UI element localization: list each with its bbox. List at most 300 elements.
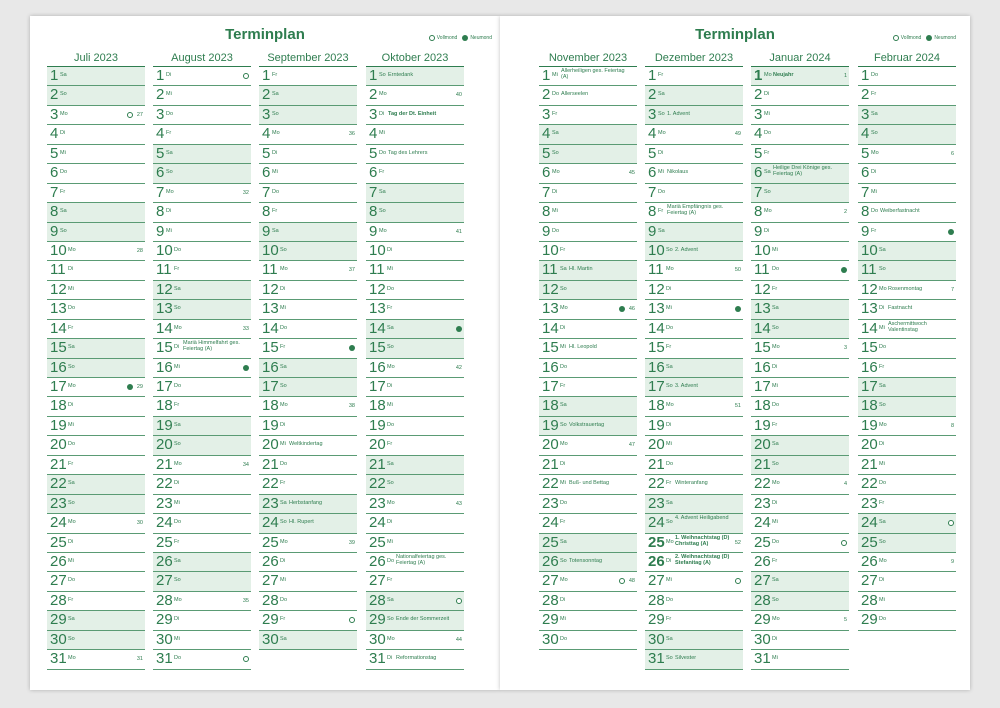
day-cell[interactable] bbox=[153, 417, 251, 436]
day-cell[interactable] bbox=[751, 611, 849, 630]
day-number: 13 bbox=[156, 300, 173, 318]
day-cell[interactable] bbox=[858, 145, 956, 164]
day-cell[interactable] bbox=[645, 145, 743, 164]
weekday-label: Fr bbox=[871, 91, 877, 98]
day-cell[interactable] bbox=[645, 300, 743, 319]
day-cell[interactable] bbox=[539, 534, 637, 553]
day-cell[interactable] bbox=[645, 67, 743, 86]
weekday-label: Mi bbox=[166, 227, 172, 234]
day-cell[interactable] bbox=[645, 534, 743, 553]
day-cell[interactable] bbox=[751, 86, 849, 105]
day-cell[interactable] bbox=[47, 436, 145, 455]
day-number: 23 bbox=[861, 494, 878, 512]
weekday-label: Fr bbox=[60, 188, 66, 195]
day-cell[interactable] bbox=[858, 300, 956, 319]
day-number: 28 bbox=[369, 591, 386, 609]
day-cell[interactable] bbox=[259, 417, 357, 436]
day-cell[interactable] bbox=[858, 223, 956, 242]
day-cell[interactable] bbox=[366, 611, 464, 630]
day-cell[interactable] bbox=[366, 339, 464, 358]
day-cell[interactable] bbox=[153, 456, 251, 475]
weekday-label: Di bbox=[68, 266, 74, 273]
day-cell[interactable] bbox=[153, 184, 251, 203]
day-cell[interactable] bbox=[153, 534, 251, 553]
day-cell[interactable] bbox=[47, 261, 145, 280]
day-cell[interactable] bbox=[47, 320, 145, 339]
day-cell[interactable] bbox=[539, 300, 637, 319]
day-cell[interactable] bbox=[751, 242, 849, 261]
week-number: 42 bbox=[455, 364, 462, 371]
day-cell[interactable] bbox=[858, 378, 956, 397]
day-cell[interactable] bbox=[366, 456, 464, 475]
day-cell[interactable] bbox=[539, 125, 637, 144]
day-number: 3 bbox=[648, 105, 657, 123]
day-cell[interactable] bbox=[751, 650, 849, 669]
day-cell[interactable] bbox=[259, 184, 357, 203]
day-number: 5 bbox=[648, 144, 657, 162]
day-cell[interactable] bbox=[47, 417, 145, 436]
day-cell[interactable] bbox=[47, 631, 145, 650]
weekday-label: Do bbox=[166, 110, 174, 117]
day-cell[interactable] bbox=[47, 475, 145, 494]
day-cell[interactable] bbox=[259, 86, 357, 105]
day-cell[interactable] bbox=[645, 86, 743, 105]
day-cell[interactable] bbox=[539, 261, 637, 280]
day-cell[interactable] bbox=[539, 320, 637, 339]
day-cell[interactable] bbox=[47, 203, 145, 222]
day-cell[interactable] bbox=[366, 300, 464, 319]
day-cell[interactable] bbox=[645, 125, 743, 144]
legend-new-label: Neumond bbox=[934, 35, 956, 41]
day-cell[interactable] bbox=[153, 164, 251, 183]
day-cell[interactable] bbox=[645, 514, 743, 533]
day-cell[interactable] bbox=[153, 572, 251, 591]
day-cell[interactable] bbox=[153, 553, 251, 572]
day-cell[interactable] bbox=[539, 397, 637, 416]
day-cell[interactable] bbox=[858, 86, 956, 105]
day-cell[interactable] bbox=[153, 300, 251, 319]
day-cell[interactable] bbox=[858, 320, 956, 339]
day-cell[interactable] bbox=[153, 242, 251, 261]
day-cell[interactable] bbox=[259, 106, 357, 125]
weekday-label: Mo bbox=[772, 344, 780, 351]
day-cell[interactable] bbox=[539, 378, 637, 397]
day-cell[interactable] bbox=[645, 631, 743, 650]
day-cell[interactable] bbox=[539, 184, 637, 203]
day-cell[interactable] bbox=[645, 223, 743, 242]
day-cell[interactable] bbox=[539, 242, 637, 261]
day-cell[interactable] bbox=[366, 184, 464, 203]
moon-legend bbox=[893, 35, 956, 41]
day-cell[interactable] bbox=[366, 514, 464, 533]
day-number: 7 bbox=[754, 183, 763, 201]
day-number: 11 bbox=[754, 261, 770, 279]
weekday-label: Mi bbox=[552, 72, 558, 78]
day-cell[interactable] bbox=[259, 534, 357, 553]
day-cell[interactable] bbox=[47, 592, 145, 611]
day-cell[interactable] bbox=[366, 164, 464, 183]
day-cell[interactable] bbox=[259, 164, 357, 183]
day-cell[interactable] bbox=[47, 164, 145, 183]
day-cell[interactable] bbox=[858, 611, 956, 630]
day-cell[interactable] bbox=[259, 281, 357, 300]
day-cell[interactable] bbox=[47, 553, 145, 572]
day-cell[interactable] bbox=[858, 592, 956, 611]
day-cell[interactable] bbox=[47, 339, 145, 358]
day-cell[interactable] bbox=[366, 125, 464, 144]
day-cell[interactable] bbox=[539, 164, 637, 183]
weekday-label: Di bbox=[387, 246, 393, 253]
day-cell[interactable] bbox=[366, 378, 464, 397]
day-cell[interactable] bbox=[645, 417, 743, 436]
weekday-label: Do bbox=[879, 616, 887, 623]
day-cell[interactable] bbox=[858, 184, 956, 203]
day-cell[interactable] bbox=[645, 184, 743, 203]
day-cell[interactable] bbox=[366, 436, 464, 455]
week-number: 43 bbox=[455, 500, 462, 507]
day-cell[interactable] bbox=[539, 359, 637, 378]
day-cell[interactable] bbox=[259, 572, 357, 591]
day-cell[interactable] bbox=[858, 106, 956, 125]
day-cell[interactable] bbox=[751, 359, 849, 378]
day-cell[interactable] bbox=[858, 359, 956, 378]
day-cell[interactable] bbox=[858, 534, 956, 553]
weekday-label: Sa bbox=[387, 324, 394, 331]
day-cell[interactable] bbox=[751, 339, 849, 358]
day-cell[interactable] bbox=[259, 397, 357, 416]
day-cell[interactable] bbox=[47, 456, 145, 475]
day-cell[interactable] bbox=[858, 164, 956, 183]
day-cell[interactable] bbox=[858, 281, 956, 300]
day-cell[interactable] bbox=[153, 475, 251, 494]
weekday-label: Fr bbox=[68, 324, 74, 331]
day-cell[interactable] bbox=[751, 514, 849, 533]
day-cell[interactable] bbox=[259, 495, 357, 514]
day-number: 23 bbox=[50, 494, 67, 512]
weekday-label: Fr bbox=[379, 169, 385, 176]
day-cell[interactable] bbox=[751, 223, 849, 242]
day-cell[interactable] bbox=[858, 339, 956, 358]
day-cell[interactable] bbox=[645, 495, 743, 514]
weekday-label: Do bbox=[666, 460, 674, 467]
day-cell[interactable] bbox=[153, 650, 251, 669]
day-cell[interactable] bbox=[153, 339, 251, 358]
day-cell[interactable] bbox=[259, 553, 357, 572]
day-cell[interactable] bbox=[645, 611, 743, 630]
day-cell[interactable] bbox=[153, 106, 251, 125]
day-cell[interactable] bbox=[153, 320, 251, 339]
day-cell[interactable] bbox=[539, 339, 637, 358]
day-cell[interactable] bbox=[259, 223, 357, 242]
day-cell[interactable] bbox=[539, 281, 637, 300]
day-cell[interactable] bbox=[366, 242, 464, 261]
day-cell[interactable] bbox=[259, 631, 357, 650]
day-cell[interactable] bbox=[645, 475, 743, 494]
day-cell[interactable] bbox=[751, 184, 849, 203]
day-cell[interactable] bbox=[751, 534, 849, 553]
day-cell[interactable] bbox=[47, 495, 145, 514]
day-cell[interactable] bbox=[645, 592, 743, 611]
day-cell[interactable] bbox=[751, 67, 849, 86]
weekday-label: Mi bbox=[772, 246, 778, 253]
day-cell[interactable] bbox=[259, 261, 357, 280]
day-cell[interactable] bbox=[751, 475, 849, 494]
day-cell[interactable] bbox=[259, 203, 357, 222]
day-cell[interactable] bbox=[858, 203, 956, 222]
day-cell[interactable] bbox=[539, 495, 637, 514]
day-cell[interactable] bbox=[259, 456, 357, 475]
day-cell[interactable] bbox=[259, 378, 357, 397]
day-cell[interactable] bbox=[751, 203, 849, 222]
day-cell[interactable] bbox=[645, 106, 743, 125]
day-cell[interactable] bbox=[47, 223, 145, 242]
weekday-label: Mo bbox=[387, 363, 395, 370]
weekday-label: Sa bbox=[871, 110, 878, 117]
day-cell[interactable] bbox=[858, 242, 956, 261]
day-number: 21 bbox=[156, 455, 173, 473]
day-cell[interactable] bbox=[259, 339, 357, 358]
day-cell[interactable] bbox=[47, 378, 145, 397]
day-cell[interactable] bbox=[645, 203, 743, 222]
day-cell[interactable] bbox=[645, 397, 743, 416]
day-cell[interactable] bbox=[751, 261, 849, 280]
day-cell[interactable] bbox=[153, 397, 251, 416]
day-cell[interactable] bbox=[259, 145, 357, 164]
day-cell[interactable] bbox=[858, 417, 956, 436]
day-cell[interactable] bbox=[366, 359, 464, 378]
day-cell[interactable] bbox=[366, 397, 464, 416]
day-cell[interactable] bbox=[47, 67, 145, 86]
weekday-label: Di bbox=[272, 149, 278, 156]
day-cell[interactable] bbox=[366, 106, 464, 125]
day-cell[interactable] bbox=[259, 514, 357, 533]
day-cell[interactable] bbox=[47, 572, 145, 591]
day-cell[interactable] bbox=[539, 86, 637, 105]
day-cell[interactable] bbox=[47, 300, 145, 319]
day-cell[interactable] bbox=[153, 592, 251, 611]
day-cell[interactable] bbox=[259, 125, 357, 144]
day-cell[interactable] bbox=[645, 242, 743, 261]
day-cell[interactable] bbox=[751, 495, 849, 514]
day-cell[interactable] bbox=[751, 397, 849, 416]
day-number: 15 bbox=[369, 339, 386, 357]
day-cell[interactable] bbox=[153, 223, 251, 242]
day-cell[interactable] bbox=[751, 456, 849, 475]
day-cell[interactable] bbox=[539, 145, 637, 164]
day-cell[interactable] bbox=[645, 456, 743, 475]
day-number: 7 bbox=[861, 183, 870, 201]
day-number: 10 bbox=[50, 241, 67, 259]
day-cell[interactable] bbox=[751, 592, 849, 611]
day-number: 8 bbox=[369, 203, 378, 221]
day-cell[interactable] bbox=[153, 378, 251, 397]
day-cell[interactable] bbox=[153, 514, 251, 533]
day-cell[interactable] bbox=[751, 553, 849, 572]
weekday-label: Fr bbox=[280, 616, 286, 623]
day-cell[interactable] bbox=[366, 475, 464, 494]
day-cell[interactable] bbox=[153, 611, 251, 630]
day-cell[interactable] bbox=[858, 495, 956, 514]
day-cell[interactable] bbox=[751, 436, 849, 455]
day-cell[interactable] bbox=[645, 164, 743, 183]
day-number: 23 bbox=[754, 494, 771, 512]
day-cell[interactable] bbox=[366, 145, 464, 164]
day-cell[interactable] bbox=[539, 203, 637, 222]
weekday-label: Mo bbox=[764, 208, 772, 215]
day-cell[interactable] bbox=[751, 106, 849, 125]
day-number: 21 bbox=[50, 455, 67, 473]
day-cell[interactable] bbox=[645, 261, 743, 280]
day-cell[interactable] bbox=[259, 592, 357, 611]
day-number: 11 bbox=[648, 261, 664, 279]
day-cell[interactable] bbox=[47, 650, 145, 669]
day-cell[interactable] bbox=[751, 281, 849, 300]
day-cell[interactable] bbox=[751, 320, 849, 339]
day-number: 25 bbox=[156, 533, 173, 551]
day-cell[interactable] bbox=[153, 359, 251, 378]
day-cell[interactable] bbox=[645, 281, 743, 300]
day-cell[interactable] bbox=[366, 281, 464, 300]
weekday-label: Do bbox=[871, 208, 879, 215]
day-cell[interactable] bbox=[259, 242, 357, 261]
day-cell[interactable] bbox=[366, 417, 464, 436]
day-cell[interactable] bbox=[858, 67, 956, 86]
day-cell[interactable] bbox=[539, 514, 637, 533]
day-cell[interactable] bbox=[645, 572, 743, 591]
day-cell[interactable] bbox=[259, 300, 357, 319]
day-cell[interactable] bbox=[645, 339, 743, 358]
day-cell[interactable] bbox=[366, 67, 464, 86]
day-cell[interactable] bbox=[858, 261, 956, 280]
day-cell[interactable] bbox=[858, 553, 956, 572]
day-cell[interactable] bbox=[153, 203, 251, 222]
day-cell[interactable] bbox=[366, 534, 464, 553]
day-cell[interactable] bbox=[47, 125, 145, 144]
day-cell[interactable] bbox=[751, 145, 849, 164]
day-cell[interactable] bbox=[539, 456, 637, 475]
week-number: 52 bbox=[734, 539, 741, 546]
weekday-label: Di bbox=[174, 344, 180, 351]
day-cell[interactable] bbox=[858, 436, 956, 455]
day-cell[interactable] bbox=[751, 631, 849, 650]
day-cell[interactable] bbox=[259, 359, 357, 378]
day-cell[interactable] bbox=[47, 281, 145, 300]
day-cell[interactable] bbox=[539, 553, 637, 572]
weekday-label: Sa bbox=[280, 635, 287, 642]
day-cell[interactable] bbox=[153, 261, 251, 280]
day-cell[interactable] bbox=[645, 553, 743, 572]
day-cell[interactable] bbox=[153, 67, 251, 86]
day-cell[interactable] bbox=[751, 125, 849, 144]
day-cell[interactable] bbox=[153, 436, 251, 455]
day-cell[interactable] bbox=[47, 184, 145, 203]
day-cell[interactable] bbox=[539, 436, 637, 455]
day-cell[interactable] bbox=[259, 67, 357, 86]
weekday-label: Di bbox=[764, 227, 770, 234]
day-cell[interactable] bbox=[858, 475, 956, 494]
day-cell[interactable] bbox=[539, 611, 637, 630]
day-cell[interactable] bbox=[858, 397, 956, 416]
day-cell[interactable] bbox=[366, 223, 464, 242]
day-cell[interactable] bbox=[539, 417, 637, 436]
day-cell[interactable] bbox=[259, 320, 357, 339]
day-cell[interactable] bbox=[47, 611, 145, 630]
day-cell[interactable] bbox=[259, 611, 357, 630]
day-number: 9 bbox=[156, 222, 165, 240]
day-cell[interactable] bbox=[539, 67, 637, 86]
new-moon-icon bbox=[462, 35, 468, 41]
day-cell[interactable] bbox=[645, 378, 743, 397]
day-cell[interactable] bbox=[47, 397, 145, 416]
day-cell[interactable] bbox=[153, 495, 251, 514]
day-cell[interactable] bbox=[751, 417, 849, 436]
day-cell[interactable] bbox=[366, 650, 464, 669]
day-cell[interactable] bbox=[645, 320, 743, 339]
day-cell[interactable] bbox=[366, 203, 464, 222]
weekday-label: Sa bbox=[272, 91, 279, 98]
weekday-label: Mo bbox=[68, 519, 76, 526]
day-cell[interactable] bbox=[153, 281, 251, 300]
month-column bbox=[47, 50, 145, 670]
day-cell[interactable] bbox=[47, 534, 145, 553]
day-cell[interactable] bbox=[751, 164, 849, 183]
day-event: 3. Advent bbox=[675, 383, 698, 389]
day-cell[interactable] bbox=[858, 125, 956, 144]
day-cell[interactable] bbox=[539, 223, 637, 242]
day-cell[interactable] bbox=[539, 592, 637, 611]
day-cell[interactable] bbox=[645, 359, 743, 378]
day-cell[interactable] bbox=[858, 514, 956, 533]
day-number: 12 bbox=[369, 280, 386, 298]
day-number: 7 bbox=[262, 183, 271, 201]
day-cell[interactable] bbox=[47, 514, 145, 533]
day-cell[interactable] bbox=[858, 572, 956, 591]
day-cell[interactable] bbox=[645, 436, 743, 455]
day-cell[interactable] bbox=[153, 125, 251, 144]
day-cell[interactable] bbox=[751, 378, 849, 397]
day-cell[interactable] bbox=[539, 106, 637, 125]
day-cell[interactable] bbox=[259, 475, 357, 494]
day-cell[interactable] bbox=[153, 86, 251, 105]
day-cell[interactable] bbox=[47, 145, 145, 164]
day-cell[interactable] bbox=[366, 495, 464, 514]
day-cell[interactable] bbox=[366, 631, 464, 650]
day-cell[interactable] bbox=[366, 320, 464, 339]
day-cell[interactable] bbox=[47, 106, 145, 125]
day-cell[interactable] bbox=[153, 631, 251, 650]
day-cell[interactable] bbox=[539, 631, 637, 650]
day-cell[interactable] bbox=[153, 145, 251, 164]
day-cell[interactable] bbox=[366, 553, 464, 572]
day-cell[interactable] bbox=[858, 456, 956, 475]
day-cell[interactable] bbox=[259, 436, 357, 455]
day-cell[interactable] bbox=[47, 242, 145, 261]
day-cell[interactable] bbox=[366, 572, 464, 591]
day-event: Nationalfeiertag ges. Feiertag (A) bbox=[396, 553, 447, 566]
day-cell[interactable] bbox=[366, 261, 464, 280]
day-cell[interactable] bbox=[751, 300, 849, 319]
day-cell[interactable] bbox=[366, 592, 464, 611]
day-cell[interactable] bbox=[47, 86, 145, 105]
day-cell[interactable] bbox=[539, 475, 637, 494]
weekday-label: Di bbox=[666, 557, 672, 564]
day-cell[interactable] bbox=[539, 572, 637, 591]
day-cell[interactable] bbox=[366, 86, 464, 105]
day-cell[interactable] bbox=[645, 650, 743, 669]
day-number: 17 bbox=[648, 378, 665, 395]
day-cell[interactable] bbox=[47, 359, 145, 378]
day-cell[interactable] bbox=[751, 572, 849, 591]
